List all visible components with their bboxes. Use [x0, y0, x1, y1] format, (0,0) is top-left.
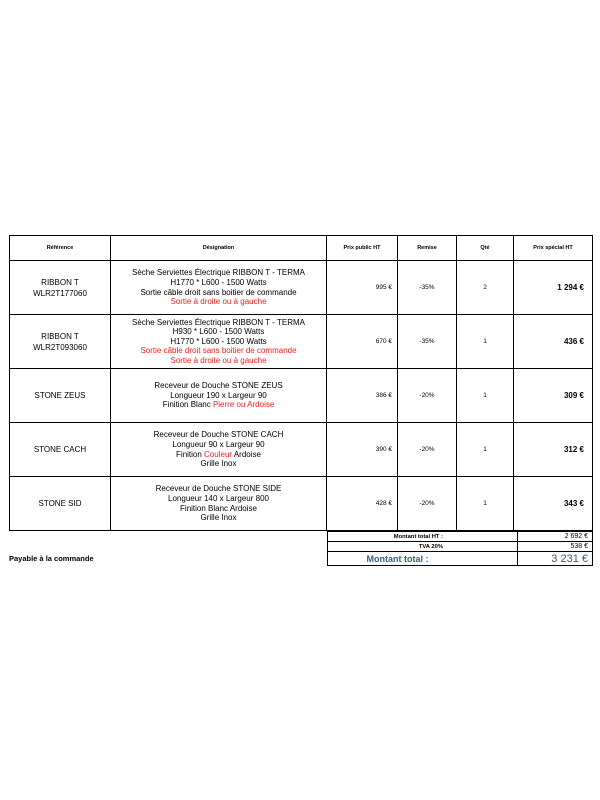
header-prix-public: Prix public HT [327, 236, 398, 261]
reference-line: STONE CACH [33, 445, 87, 454]
designation-line [111, 297, 326, 307]
prix-public-cell: 995 € [327, 261, 398, 315]
designation-text: Receveur de Douche STONE SIDE [155, 484, 282, 494]
total-ht-label: Montant total HT : [328, 532, 518, 542]
designation-line [111, 268, 326, 278]
remise-cell: -20% [398, 369, 457, 423]
designation-text: Longueur 90 x Largeur 90 [172, 439, 265, 449]
designation-text: Ardoise [232, 449, 261, 459]
reference-cell [10, 477, 111, 531]
remise-cell: -20% [398, 423, 457, 477]
table-body [10, 261, 593, 531]
header-qte: Qté [457, 236, 514, 261]
designation-line [111, 450, 326, 460]
quantity-cell: 1 [457, 477, 514, 531]
prix-special-cell: 309 € [514, 369, 593, 423]
designation-highlight: Pierre ou Ardoise [212, 400, 275, 410]
designation-text: Grille Inox [200, 513, 237, 523]
designation-line [111, 504, 326, 514]
designation-highlight: Sortie câble droit sans boitier de commande [140, 346, 297, 356]
grand-total-label: Montant total : [328, 552, 518, 566]
designation-text: Finition Blanc Ardoise [180, 503, 257, 513]
designation-line [111, 494, 326, 504]
table-row [10, 477, 593, 531]
designation-text: Receveur de Douche STONE ZEUS [154, 381, 283, 391]
total-ht-row [328, 532, 593, 542]
quantity-cell: 1 [457, 423, 514, 477]
designation-line [111, 513, 326, 523]
designation-line [111, 356, 326, 366]
header-remise: Remise [398, 236, 457, 261]
designation-line [111, 278, 326, 288]
header-prix-special: Prix spécial HT [514, 236, 593, 261]
designation-text: Sortie câble droit sans boitier de commande [140, 287, 297, 297]
reference-line: RIBBON T [41, 331, 79, 341]
table-row [10, 315, 593, 369]
payment-terms: Payable à la commande [9, 554, 94, 563]
reference-cell [10, 261, 111, 315]
grand-total-value: 3 231 € [518, 552, 593, 566]
designation-line [111, 484, 326, 494]
prix-special-cell: 312 € [514, 423, 593, 477]
quote-table [9, 235, 593, 531]
designation-text: Finition [176, 449, 205, 459]
prix-public-cell: 390 € [327, 423, 398, 477]
designation-line [111, 346, 326, 356]
reference-cell [10, 423, 111, 477]
designation-cell [111, 261, 327, 315]
prix-public-cell: 670 € [327, 315, 398, 369]
header-designation: Désignation [111, 236, 327, 261]
designation-line [111, 288, 326, 298]
designation-text: Grille Inox [200, 459, 237, 469]
remise-cell: -20% [398, 477, 457, 531]
designation-text: Receveur de Douche STONE CACH [153, 430, 284, 440]
prix-public-cell: 386 € [327, 369, 398, 423]
designation-line [111, 327, 326, 337]
designation-line [111, 391, 326, 401]
reference-line: RIBBON T [41, 277, 79, 287]
designation-highlight: Couleur [204, 449, 233, 459]
tva-row [328, 542, 593, 552]
table-header-row [10, 236, 593, 261]
designation-highlight: Sortie à droite ou à gauche [170, 297, 267, 307]
quantity-cell: 1 [457, 369, 514, 423]
quantity-cell: 2 [457, 261, 514, 315]
tva-label: TVA 20% [328, 542, 518, 552]
designation-line [111, 430, 326, 440]
designation-text: H930 * L600 - 1500 Watts [172, 327, 265, 337]
reference-line: WLR2T177060 [33, 288, 87, 298]
reference-line: WLR2T093060 [33, 342, 87, 352]
total-ht-value: 2 692 € [518, 532, 593, 542]
prix-special-cell: 1 294 € [514, 261, 593, 315]
designation-line [111, 381, 326, 391]
reference-cell [10, 369, 111, 423]
totals-table [327, 531, 593, 566]
designation-line [111, 459, 326, 469]
designation-cell [111, 423, 327, 477]
designation-line [111, 400, 326, 410]
quantity-cell: 1 [457, 315, 514, 369]
designation-line [111, 337, 326, 347]
prix-special-cell: 343 € [514, 477, 593, 531]
header-reference: Référence [10, 236, 111, 261]
designation-text: H1770 * L600 - 1500 Watts [170, 277, 267, 287]
designation-text: Sèche Serviettes Électrique RIBBON T - TERMA [132, 268, 305, 278]
table-row [10, 369, 593, 423]
reference-line: STONE ZEUS [34, 391, 86, 400]
table-row [10, 423, 593, 477]
designation-text: Finition Blanc [162, 400, 213, 410]
prix-special-cell: 436 € [514, 315, 593, 369]
designation-text: Longueur 140 x Largeur 800 [168, 493, 269, 503]
designation-text: Longueur 190 x Largeur 90 [170, 390, 267, 400]
designation-highlight: Sortie à droite ou à gauche [170, 355, 267, 365]
designation-text: Sèche Serviettes Électrique RIBBON T - TERMA [132, 317, 305, 327]
designation-cell [111, 369, 327, 423]
designation-text: H1770 * L600 - 1500 Watts [170, 336, 267, 346]
grand-total-row [328, 552, 593, 566]
designation-line [111, 318, 326, 328]
designation-cell [111, 477, 327, 531]
designation-line [111, 440, 326, 450]
reference-line: STONE SID [38, 499, 82, 508]
remise-cell: -35% [398, 261, 457, 315]
table-row [10, 261, 593, 315]
tva-value: 538 € [518, 542, 593, 552]
reference-cell [10, 315, 111, 369]
prix-public-cell: 428 € [327, 477, 398, 531]
remise-cell: -35% [398, 315, 457, 369]
designation-cell [111, 315, 327, 369]
